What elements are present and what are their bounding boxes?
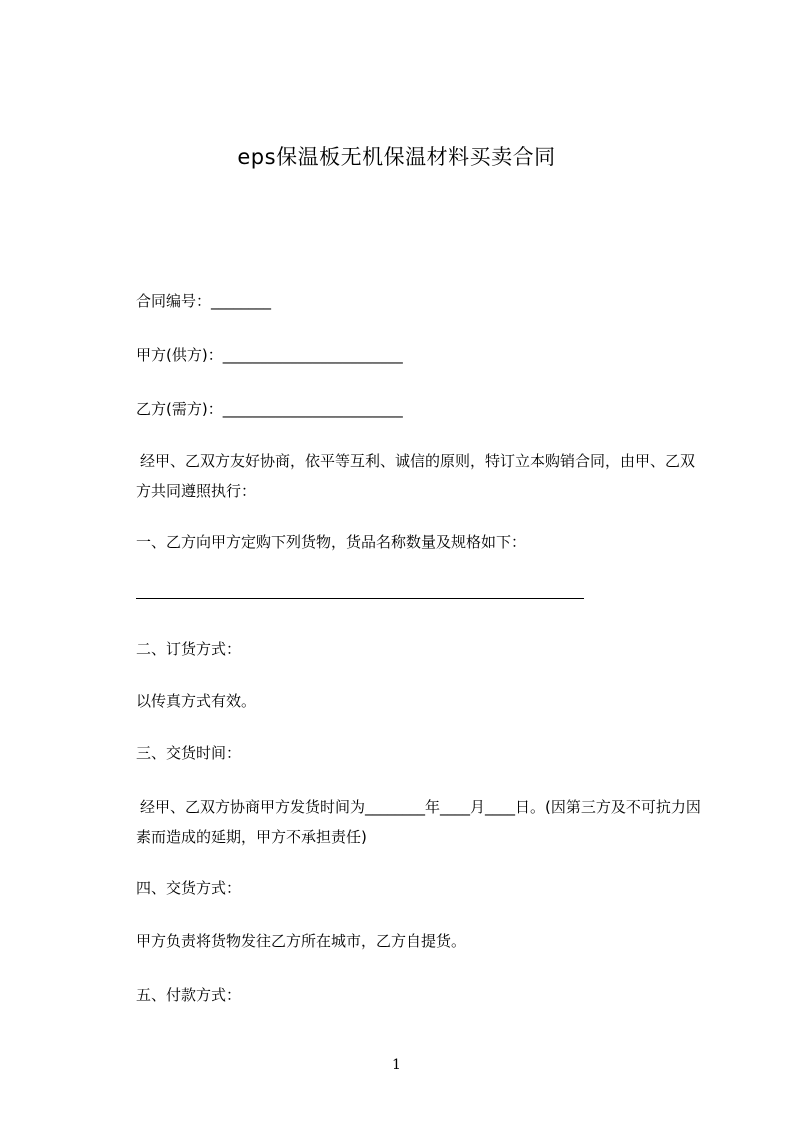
intro-paragraph: 经甲、乙双方友好协商，依平等互利、诚信的原则，特订立本购销合同，由甲、乙双方共同遵照执行：: [136, 452, 696, 500]
section-3-heading: 三、交货时间：: [136, 744, 242, 762]
party-a-line: 甲方(供方)：________________________: [136, 346, 403, 364]
section-4-heading: 四、交货方式：: [136, 879, 242, 897]
section-2-heading: 二、订货方式：: [136, 640, 242, 658]
goods-blank-line: [136, 598, 584, 599]
contract-number-line: 合同编号：________: [136, 292, 272, 310]
section-3-body: 经甲、乙双方协商甲方发货时间为________年____月____日。(因第三方及不可抗力因素而造成的延期，甲方不承担责任): [136, 798, 701, 846]
page-number: 1: [392, 1057, 401, 1073]
section-5-heading: 五、付款方式：: [136, 986, 242, 1004]
section-4-body: 甲方负责将货物发往乙方所在城市，乙方自提货。: [136, 932, 467, 950]
section-2-body: 以传真方式有效。: [136, 692, 257, 710]
section-1-heading: 一、乙方向甲方定购下列货物，货品名称数量及规格如下：: [136, 533, 527, 551]
party-b-line: 乙方(需方)：________________________: [136, 400, 403, 418]
document-title: eps保温板无机保温材料买卖合同: [237, 145, 556, 169]
